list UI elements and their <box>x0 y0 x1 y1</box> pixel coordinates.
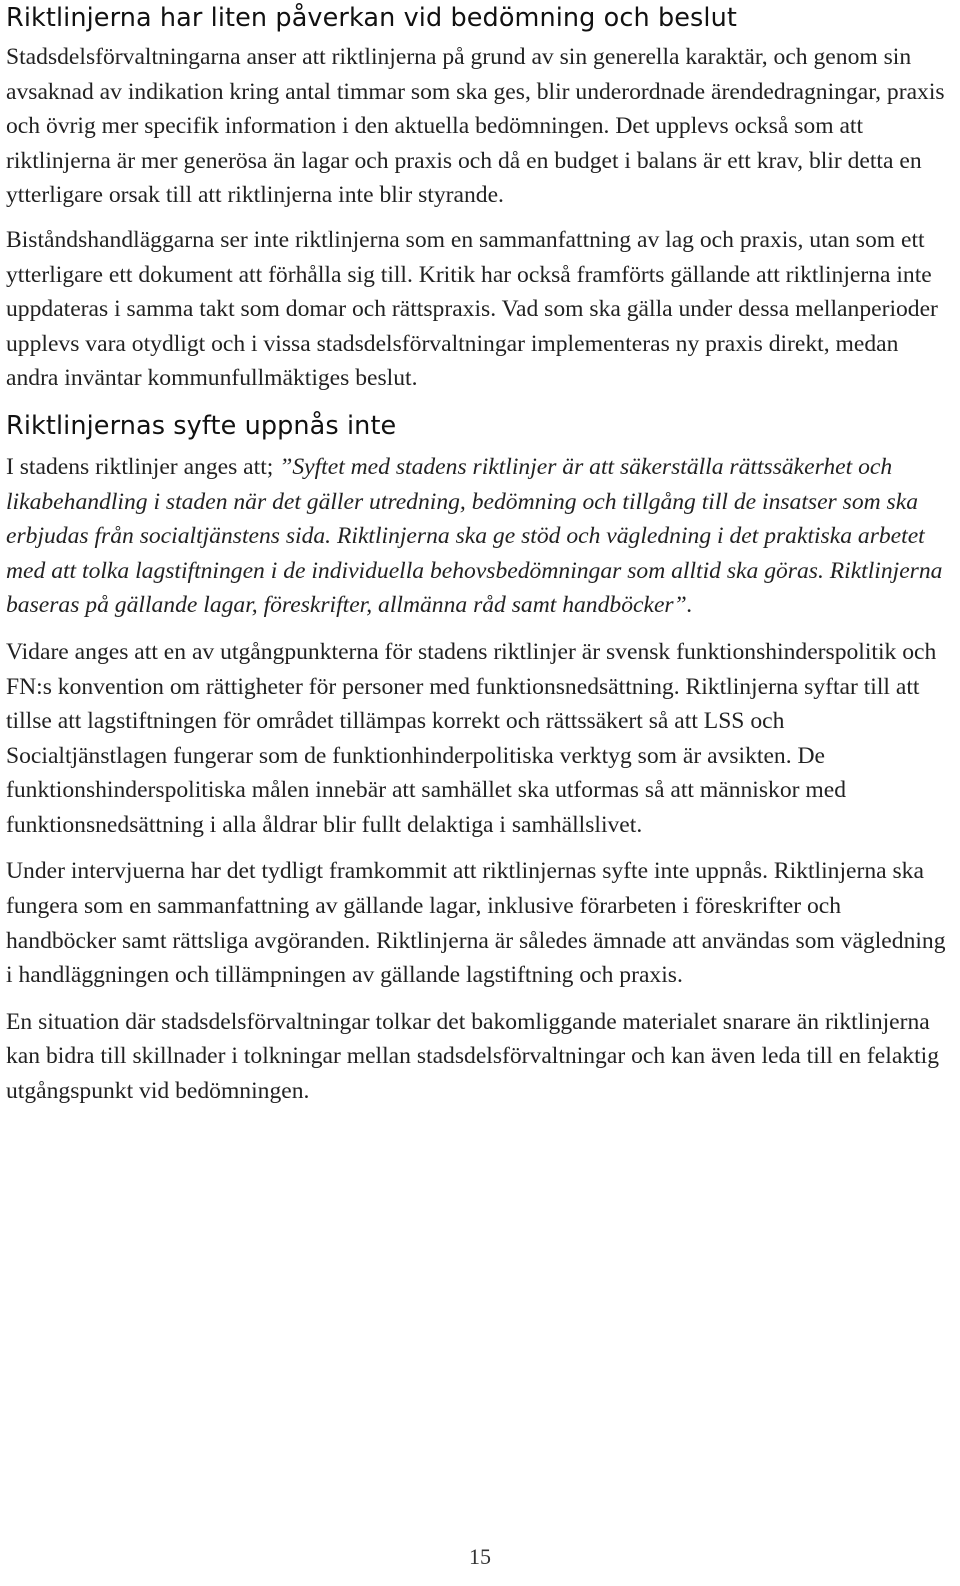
section-heading-2: Riktlinjernas syfte uppnås inte <box>6 410 397 441</box>
document-page <box>6 0 950 1121</box>
paragraph-5: En situation där stadsdelsförvaltningar tolkar det bakomliggande materialet snarare än riktlinjerna kan bidra till skillnader i tolkningar mellan stadsdelsförvaltningar och kan även leda till en felaktig utgångspunkt vid bedömningen. <box>6 1008 939 1105</box>
page-number: 15 <box>469 1544 491 1569</box>
quote-intro: I stadens riktlinjer anges att; <box>6 453 280 480</box>
quote-text: ”Syftet med stadens riktlinjer är att säkerställa rättssäkerhet och likabehandling i staden när det gäller utredning, bedömning och tillgång till de insatser som ska erbjudas från socialtjänstens sida. Riktlinjerna ska ge stöd och vägledning i det praktiska arbetet med att tolka lagstiftningen i de individuella behovsbedömningar som alltid ska göras. Riktlinjerna baseras på gällande lagar, föreskrifter, allmänna råd samt handböcker”. <box>6 453 943 619</box>
section-heading-1: Riktlinjerna har liten påverkan vid bedömning och beslut <box>6 3 737 33</box>
paragraph-3: Vidare anges att en av utgångpunkterna för stadens riktlinjer är svensk funktionshinderspolitik och FN:s konvention om rättigheter för personer med funktionsnedsättning. Riktlinjerna syftar till att tillse att lagstiftningen för området tillämpas korrekt och rättssäkert så att LSS och Socialtjänstlagen fungerar som de funktionhinderpolitiska verktyg som är avsikten. De funktionshinderspolitiska målen innebär att samhället ska utformas så att människor med funktionsnedsättning i alla åldrar blir fullt delaktiga i samhällslivet. <box>6 638 937 838</box>
paragraph-2: Biståndshandläggarna ser inte riktlinjerna som en sammanfattning av lag och praxis, utan som ett ytterligare ett dokument att förhålla sig till. Kritik har också framförts gällande att riktlinjerna inte uppdateras i samma takt som domar och rättspraxis. Vad som ska gälla under dessa mellanperioder upplevs vara otydligt och i vissa stadsdelsförvaltningar implementeras ny praxis direkt, medan andra inväntar kommunfullmäktiges beslut. <box>6 226 938 392</box>
quote-paragraph <box>6 450 950 623</box>
paragraph-1: Stadsdelsförvaltningarna anser att riktlinjerna på grund av sin generella karaktär, och genom sin avsaknad av indikation kring antal timmar som ska ges, blir underordnade ärendedragningar, praxis och övrig mer specifik information i den aktuella bedömningen. Det upplevs också som att riktlinjerna är mer generösa än lagar och praxis och då en budget i balans är ett krav, blir detta en ytterligare orsak till att riktlinjerna inte blir styrande. <box>6 44 945 209</box>
paragraph-4: Under intervjuerna har det tydligt framkommit att riktlinjernas syfte inte uppnås. Riktlinjerna ska fungera som en sammanfattning av gällande lagar, inklusive förarbeten i föreskrifter och handböcker samt rättsliga avgöranden. Riktlinjerna är således ämnade att användas som vägledning i handläggningen och tillämpningen av gällande lagstiftning och praxis. <box>6 858 946 989</box>
